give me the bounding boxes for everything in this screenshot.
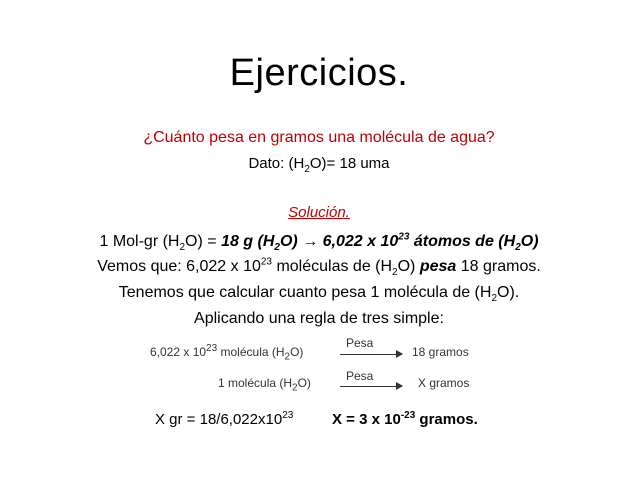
final-expression-superscript: 23 [282,410,294,421]
rule-row1-text-2: molécula (H [217,345,285,359]
final-result-superscript: -23 [400,410,416,421]
arrow-right-icon [340,354,402,355]
mol-bold-text-4: O) [520,233,539,250]
observation-emphasis: pesa [419,258,457,275]
mol-bold-subscript: 2 [274,242,280,254]
mol-bold-part [221,231,539,254]
solution-heading: Solución. [288,204,350,221]
task-subscript: 2 [491,293,497,305]
observation-line [0,256,638,279]
task-text-2: O). [497,284,520,301]
final-expression-text: X gr = 18/6,022x10 [155,411,283,428]
rule-row1-left [150,343,304,363]
mol-bold-subscript-2: 2 [515,242,521,254]
final-expression [155,411,293,428]
observation-subscript: 2 [392,267,398,279]
arrow-right-icon [340,386,402,387]
observation-superscript: 23 [260,256,272,268]
given-data-subscript: 2 [304,164,310,175]
rule-row1-arrow-label: Pesa [346,336,374,350]
question-text: ¿Cuánto pesa en gramos una molécula de agua? [143,129,495,146]
final-result-text-2: gramos. [415,411,478,428]
rule-row1-text: 6,022 x 10 [150,345,207,359]
mol-bold-text: 18 g (H [221,233,275,250]
mol-bold-superscript: 23 [398,231,410,243]
rule-row2-text-2: O) [297,376,311,390]
rule-row2-subscript: 2 [292,382,298,394]
rule-row1-subscript: 2 [284,351,291,363]
observation-text-3: O) [397,258,420,275]
mol-subscript: 2 [179,242,186,254]
given-data [0,155,638,175]
slide-title: Ejercicios. [229,52,409,94]
mol-text: 1 Mol-gr (H [99,233,180,250]
rule-row1-superscript: 23 [206,343,218,354]
task-line [0,284,638,305]
method-line: Aplicando una regla de tres simple: [194,310,444,327]
final-result-text: X = 3 x 10 [332,411,401,428]
given-data-suffix: O)= 18 uma [309,155,390,172]
rule-row2-right: X gramos [418,376,470,390]
observation-text-2: moléculas de (H [272,258,393,275]
mol-equivalence-line [0,231,638,254]
observation-text-4: 18 gramos. [456,258,541,275]
final-result [332,411,478,428]
mol-text-2: O) = [185,233,222,250]
rule-row2-text: 1 molécula (H [218,376,293,390]
task-text: Tenemos que calcular cuanto pesa 1 molécula de (H [118,284,492,301]
rule-row1-text-3: O) [290,345,304,359]
rule-row2-arrow-label: Pesa [346,369,374,383]
mol-bold-text-2: O) → 6,022 x 10 [279,233,399,250]
rule-row1-right: 18 gramos [412,345,469,359]
given-data-prefix: Dato: (H [248,155,305,172]
mol-bold-text-3: átomos de (H [409,233,516,250]
observation-text: Vemos que: 6,022 x 10 [97,258,261,275]
rule-row2-left [218,376,311,394]
